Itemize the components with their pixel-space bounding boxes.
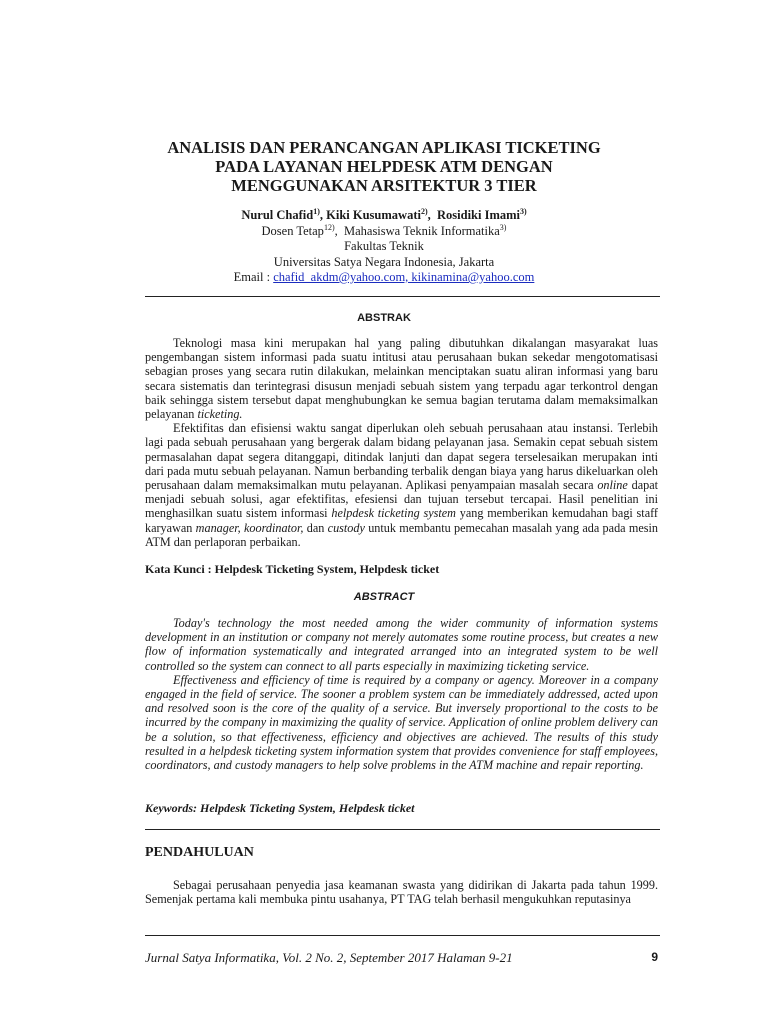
- text-run: dan: [303, 520, 328, 535]
- italic-term: online: [597, 478, 628, 493]
- text-run: yang memberikan kemudahan bagi staff karyawan: [145, 506, 658, 535]
- abstract-paragraph: Today's technology the most needed among the wider community of information systems development in an institution or company not merely automates some routine process, but creates a new flow of information systematically and integrated arranged into an integrated system to be well controlled so the system can connect to all parts especially in maximizing ticketing service.: [145, 616, 658, 673]
- intro-body: [145, 878, 658, 906]
- footer-divider: [145, 935, 660, 936]
- keywords: Keywords: Helpdesk Ticketing System, Helpdesk ticket: [145, 801, 415, 815]
- kata-kunci: Kata Kunci : Helpdesk Ticketing System, Helpdesk ticket: [145, 562, 440, 576]
- author-affil-mark: 2): [420, 207, 428, 216]
- page-number: 9: [651, 950, 658, 964]
- email-link[interactable]: chafid_akdm@yahoo.com, kikinamina@yahoo.com: [273, 270, 535, 284]
- role-mark: 3): [499, 222, 507, 232]
- title-line: ANALISIS DAN PERANCANGAN APLIKASI TICKETING: [167, 138, 601, 157]
- italic-term: custody: [327, 520, 365, 535]
- role: Mahasiswa Teknik Informatika: [343, 223, 500, 238]
- role-mark: 12): [323, 222, 335, 232]
- abstract-heading: ABSTRACT: [353, 591, 415, 603]
- paper-title: [100, 138, 668, 195]
- abstrak-body: [145, 336, 658, 549]
- email-line: [100, 270, 668, 286]
- journal-footer: Jurnal Satya Informatika, Vol. 2 No. 2, September 2017 Halaman 9-21: [145, 950, 513, 965]
- email-label: Email :: [233, 270, 274, 284]
- divider: [145, 829, 660, 830]
- text-run: Teknologi masa kini merupakan hal yang paling dibutuhkan dikalangan masyarakat luas pengembangan sistem informasi pada suatu intitusi atau perusahaan bukan sekedar mengotomatisasi sebagian proses yang secara rutin dilakukan, melainkan menciptakan suatu aliran informasi yang baru secara sistematis dan terintegrasi disusun menjadi sebuah sistem yang terpadu agar terkontrol dengan baik sehingga sistem tersebut dapat menghubungkan ke semua bagian terutama dalam memaksimalkan pelayanan: [145, 336, 658, 422]
- divider: [145, 296, 660, 297]
- author-affil-mark: 1): [313, 207, 320, 216]
- abstrak-paragraph: [145, 421, 658, 549]
- author-names: Nurul Chafid$^{1)}$, Kiki Kusumawati$^{2)}$, Rosidiki Imami$^{3)}$: [241, 207, 527, 222]
- abstrak-heading: ABSTRAK: [357, 312, 411, 324]
- faculty: Fakultas Teknik: [344, 239, 424, 253]
- text-run: dapat menjadi sebuah solusi, agar efektifitas, efesiensi dan tujuan tersebut tercapai. Hasil penelitian ini menghasilkan suatu sistem informasi: [145, 478, 658, 521]
- author-name: Rosidiki Imami: [437, 208, 521, 222]
- author-name: Kiki Kusumawati: [326, 208, 421, 222]
- text-run: Efektifitas dan efisiensi waktu sangat diperlukan oleh sebuah perusahaan atau instansi. Terlebih lagi pada sebuah perusahaan yang bergerak dalam bidang pelayanan jasa. Semakin cepat sebuah sistem permasalahan dapat segera ditanggapi, ditindak lanjuti dan dapat segera terselesaikan merupakan inti dari pada mutu sebuah pelayanan. Namun berbanding terbalik dengan biaya yang harus dikeluarkan oleh perusahaan dalam memaksimalkan mutu pelayanan. Aplikasi penyampaian masalah secara: [145, 421, 658, 493]
- text-run: untuk membantu pemecahan masalah yang ada pada mesin ATM dan perlaporan perbaikan.: [145, 520, 658, 549]
- title-line: PADA LAYANAN HELPDESK ATM DENGAN: [215, 157, 553, 176]
- abstrak-paragraph: [145, 336, 658, 421]
- author-name: Nurul Chafid: [241, 208, 314, 222]
- section-title: PENDAHULUAN: [145, 845, 254, 860]
- author-affil-mark: 3): [520, 207, 527, 216]
- italic-term: manager, koordinator,: [195, 520, 304, 535]
- abstract-body: [145, 616, 658, 772]
- intro-paragraph: Sebagai perusahaan penyedia jasa keamanan swasta yang didirikan di Jakarta pada tahun 1999. Semenjak pertama kali membuka pintu usahanya, PT TAG telah berhasil mengukuhkan reputasinya: [145, 878, 658, 907]
- italic-term: ticketing.: [197, 407, 243, 422]
- author-roles: Dosen Tetap$^{12)}$, Mahasiswa Teknik Informatika$^{3)}$: [261, 222, 507, 238]
- title-line: MENGGUNAKAN ARSITEKTUR 3 TIER: [231, 176, 537, 195]
- role: Dosen Tetap: [261, 223, 324, 238]
- italic-term: helpdesk ticketing system: [331, 506, 456, 521]
- abstract-paragraph: Effectiveness and efficiency of time is required by a company or agency. Moreover in a company engaged in the field of service. The sooner a problem system can be immediately addressed, acted upon and resolved soon is the core of the quality of a service. But inversely proportional to the costs to be incurred by the company in maximizing the quality of service. Application of online problem delivery can be a solution, so that effectiveness, efficiency and objectives are achieved. The results of this study resulted in a helpdesk ticketing system information system that provides convenience for staff employees, coordinators, and custody managers to help solve problems in the ATM machine and repair reporting.: [145, 672, 658, 773]
- author-block: [100, 208, 668, 286]
- university: Universitas Satya Negara Indonesia, Jakarta: [273, 254, 495, 269]
